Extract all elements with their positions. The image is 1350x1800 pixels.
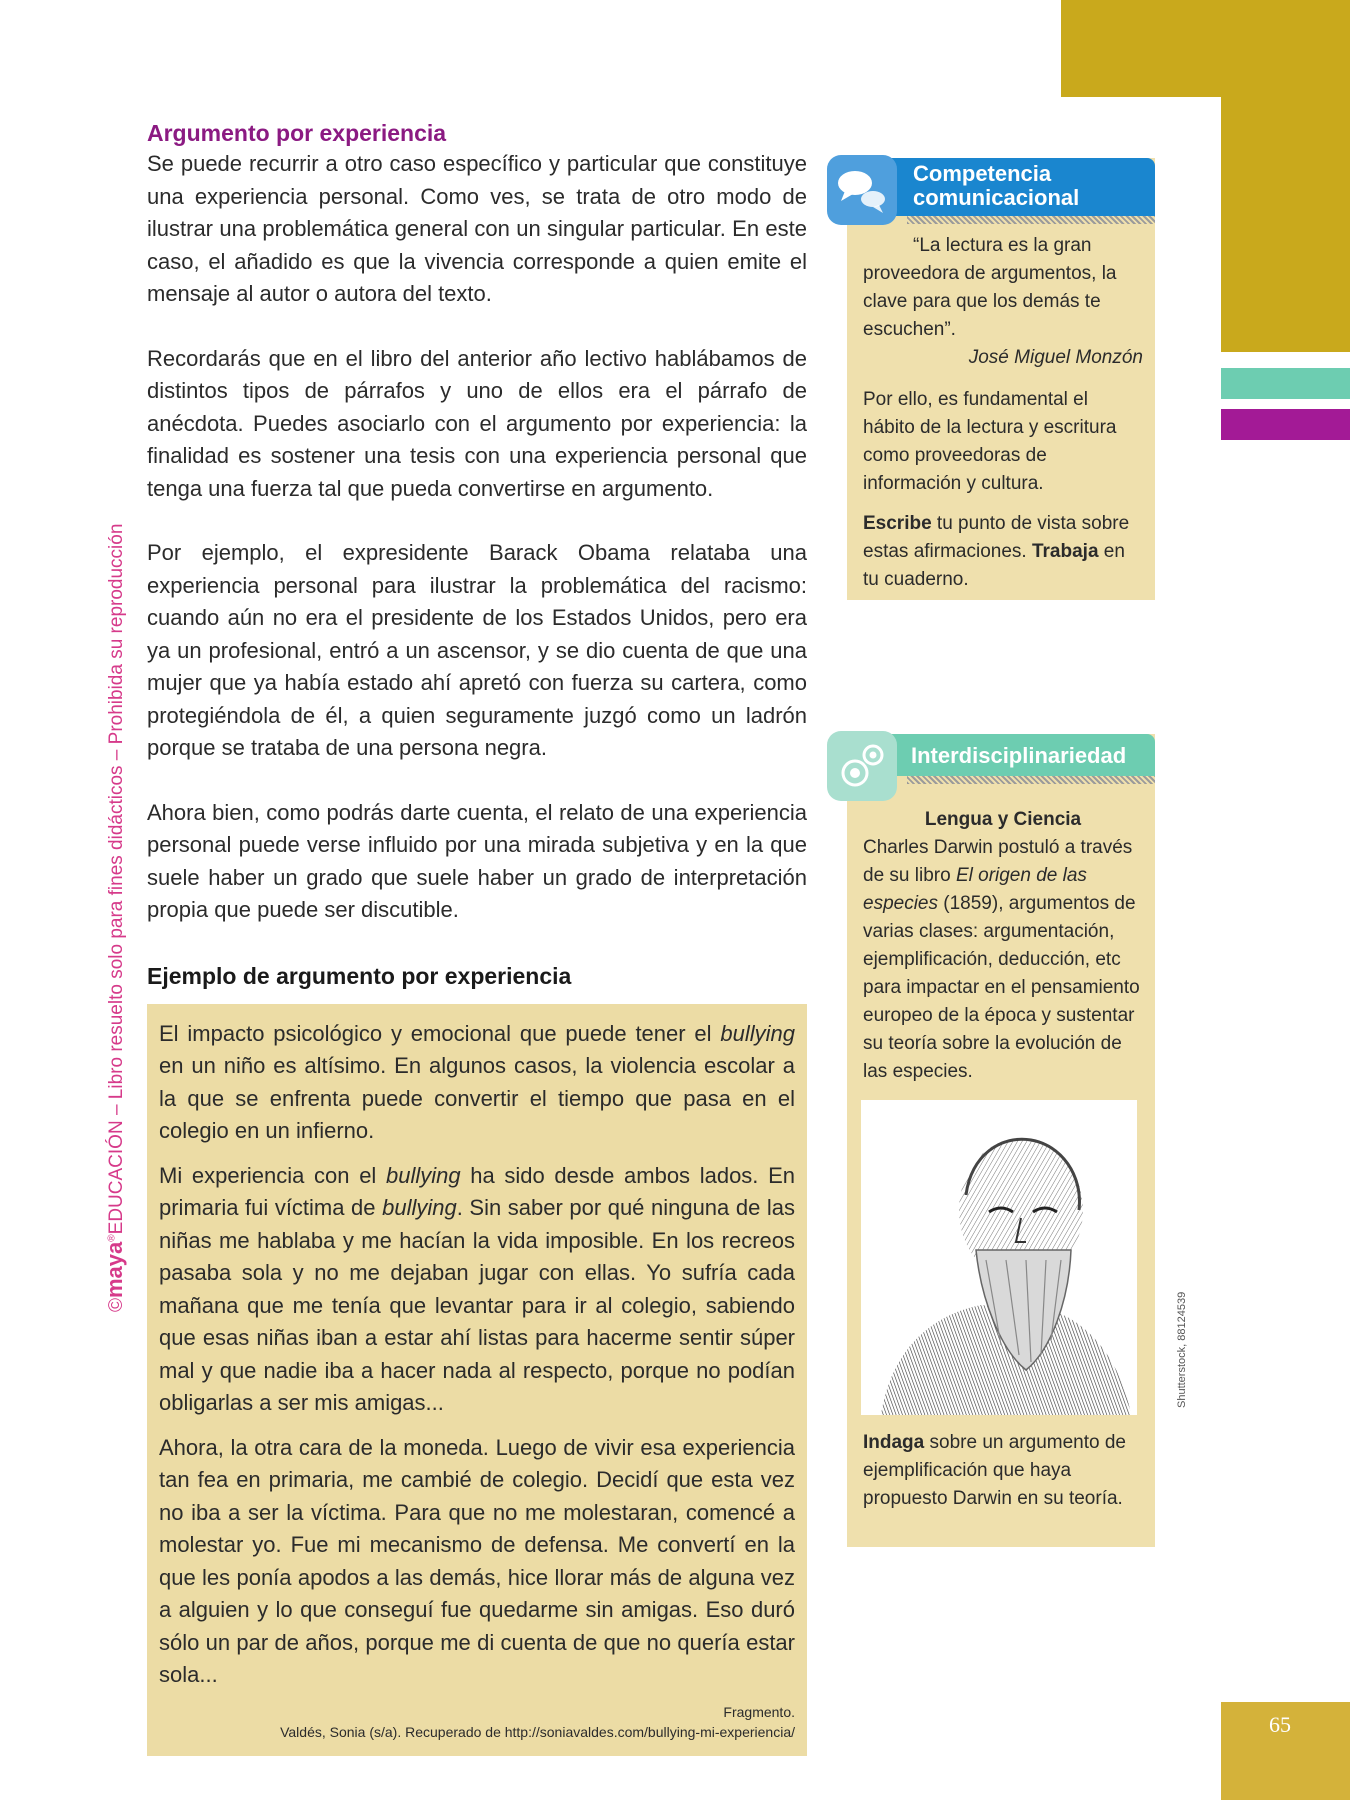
example-paragraph-1 xyxy=(159,1018,795,1148)
source-citation: Valdés, Sonia (s/a). Recuperado de http://soniavaldes.com/bullying-mi-experiencia/ xyxy=(280,1723,795,1740)
text-run: (1859), argumentos de varias clases: argumentación, ejemplificación, deducción, etc para impactar en el pensamiento europeo de la época y sustentar su teoría sobre la evolución de las especies. xyxy=(863,893,1140,1082)
text-run: tu punto de vista sobre estas afirmaciones. xyxy=(863,513,1130,562)
inter-subtitle: Lengua y Ciencia xyxy=(924,809,1082,830)
copyright-notice: EDUCACIÓN – Libro resuelto solo para fines didácticos – Prohibida su reproducción xyxy=(106,523,127,1235)
section-heading: Argumento por experiencia xyxy=(147,120,447,146)
title-line: Competencia xyxy=(913,161,1052,186)
text-run: en un niño es altísimo. En algunos casos, la violencia escolar a la que se enfrenta puede convertir el tiempo que pasa en el colegio en un infierno. xyxy=(159,1053,795,1143)
main-column xyxy=(147,118,807,1756)
example-paragraph-2 xyxy=(159,1160,795,1420)
example-heading: Ejemplo de argumento por experiencia xyxy=(147,962,572,989)
header-hatch xyxy=(907,216,1155,224)
text-run: . Sin saber por qué ninguna de las niñas me hablaba y me hacían la vida imposible. En los recreos pasaba sola y no me dejaban jugar con ellas. Yo sufría cada mañana que me tenía que levantar para ir al colegio, sabiendo que esas niñas iban a estar ahí listas para hacerme sentir súper mal y que nadie iba a hacer nada al respecto, porque no podían obligarlas a ser mis amigas... xyxy=(159,1195,796,1415)
inter-paragraph xyxy=(863,834,1143,1086)
italic-term: bullying xyxy=(720,1020,795,1046)
darwin-portrait xyxy=(861,1100,1137,1415)
fragment-label: Fragmento. xyxy=(723,1703,795,1720)
speech-bubbles-icon xyxy=(827,155,897,225)
text-run: en tu cuaderno. xyxy=(863,541,1125,590)
example-paragraph-3: Ahora, la otra cara de la moneda. Luego de vivir esa experiencia tan fea en primaria, me cambié de colegio. Decidí que esta vez no iba a ser la víctima. Para que no me molestaran, comencé a molestar yo. Fue mi mecanismo de defensa. Me convertí en la que les ponía apodos a las demás, hice llorar más de alguna vez a alguien y lo que conseguí fue quedarme sin amigas. Eso duró sólo un par de años, porque me di cuenta de que no quería estar sola... xyxy=(159,1434,795,1687)
competencia-paragraph: Por ello, es fundamental el hábito de la lectura y escritura como proveedoras de información y cultura. xyxy=(863,389,1117,494)
text-run: sobre un argumento de ejemplificación que haya propuesto Darwin en su teoría. xyxy=(863,1432,1126,1509)
inter-title: Interdisciplinariedad xyxy=(911,743,1127,768)
quote-author: José Miguel Monzón xyxy=(968,347,1143,368)
paragraph-3: Por ejemplo, el expresidente Barack Obama relataba una experiencia personal para ilustrar la problemática del racismo: cuando aún no era el presidente de los Estados Unidos, pero era ya un profesional, entró a un ascensor, y se dio cuenta de que una mujer que ya había estado ahí apretó con fuerza su cartera, como protegiéndola de él, a quien seguramente juzgó como un ladrón porque se trataba de una persona negra. xyxy=(147,540,807,760)
book-title: El origen de las especies xyxy=(863,865,1087,914)
copyright-side-text xyxy=(102,482,128,1312)
competencia-task xyxy=(863,510,1143,594)
paragraph-1: Se puede recurrir a otro caso específico y particular que constituye una experiencia personal. Como ves, se trata de otro modo de ilustrar una problemática general con un singular particular. En este caso, el añadido es que la vivencia corresponde a quien emite el mensaje al autor o autora del texto. xyxy=(147,151,807,306)
example-source xyxy=(159,1702,795,1742)
decor-magenta-band xyxy=(1221,409,1350,440)
text-run: Charles Darwin postuló a través de su libro xyxy=(863,837,1133,886)
bold-verb: Trabaja xyxy=(1031,541,1099,562)
paragraph-4: Ahora bien, como podrás darte cuenta, el relato de una experiencia personal puede verse influido por una mirada subjetiva y en la que suele haber un grado que suele haber un grado de interpretación propia que puede ser discutible. xyxy=(147,799,807,922)
text-run: El impacto psicológico y emocional que puede tener el xyxy=(159,1020,721,1046)
inter-task xyxy=(863,1429,1143,1513)
brand-name: maya xyxy=(102,1241,127,1298)
circles-icon xyxy=(827,731,897,801)
paragraph-2: Recordarás que en el libro del anterior año lectivo hablábamos de distintos tipos de párrafos y uno de ellos era el párrafo de anécdota. Puedes asociarlo con el argumento por experiencia: la finalidad es sostener una tesis con una experiencia personal que tenga una fuerza tal que pueda convertirse en argumento. xyxy=(147,345,807,501)
bold-verb: Indaga xyxy=(863,1432,925,1453)
text-run: ha sido desde ambos lados. En primaria fui víctima de xyxy=(159,1162,795,1220)
decor-gold-strip xyxy=(1221,97,1350,352)
competencia-title xyxy=(913,162,1079,210)
competencia-box xyxy=(847,158,1155,600)
competencia-quote: “La lectura es la gran proveedora de argumentos, la clave para que los demás te escuchen”. xyxy=(863,235,1117,340)
page-number: 65 xyxy=(1269,1712,1291,1737)
text-run: Mi experiencia con el xyxy=(159,1162,386,1188)
example-box xyxy=(147,1004,807,1756)
bold-verb: Escribe xyxy=(863,513,932,534)
italic-term: bullying xyxy=(382,1195,457,1220)
decor-teal-band xyxy=(1221,368,1350,399)
copyright-symbol: © xyxy=(106,1298,127,1312)
photo-credit: Shutterstock, 88124539 xyxy=(1176,1291,1188,1408)
title-line: comunicacional xyxy=(913,185,1080,210)
header-hatch xyxy=(907,776,1155,784)
registered-mark: ® xyxy=(106,1234,118,1242)
interdisciplinariedad-box xyxy=(847,734,1155,1547)
italic-term: bullying xyxy=(385,1162,461,1188)
decor-gold-corner xyxy=(1061,0,1350,97)
